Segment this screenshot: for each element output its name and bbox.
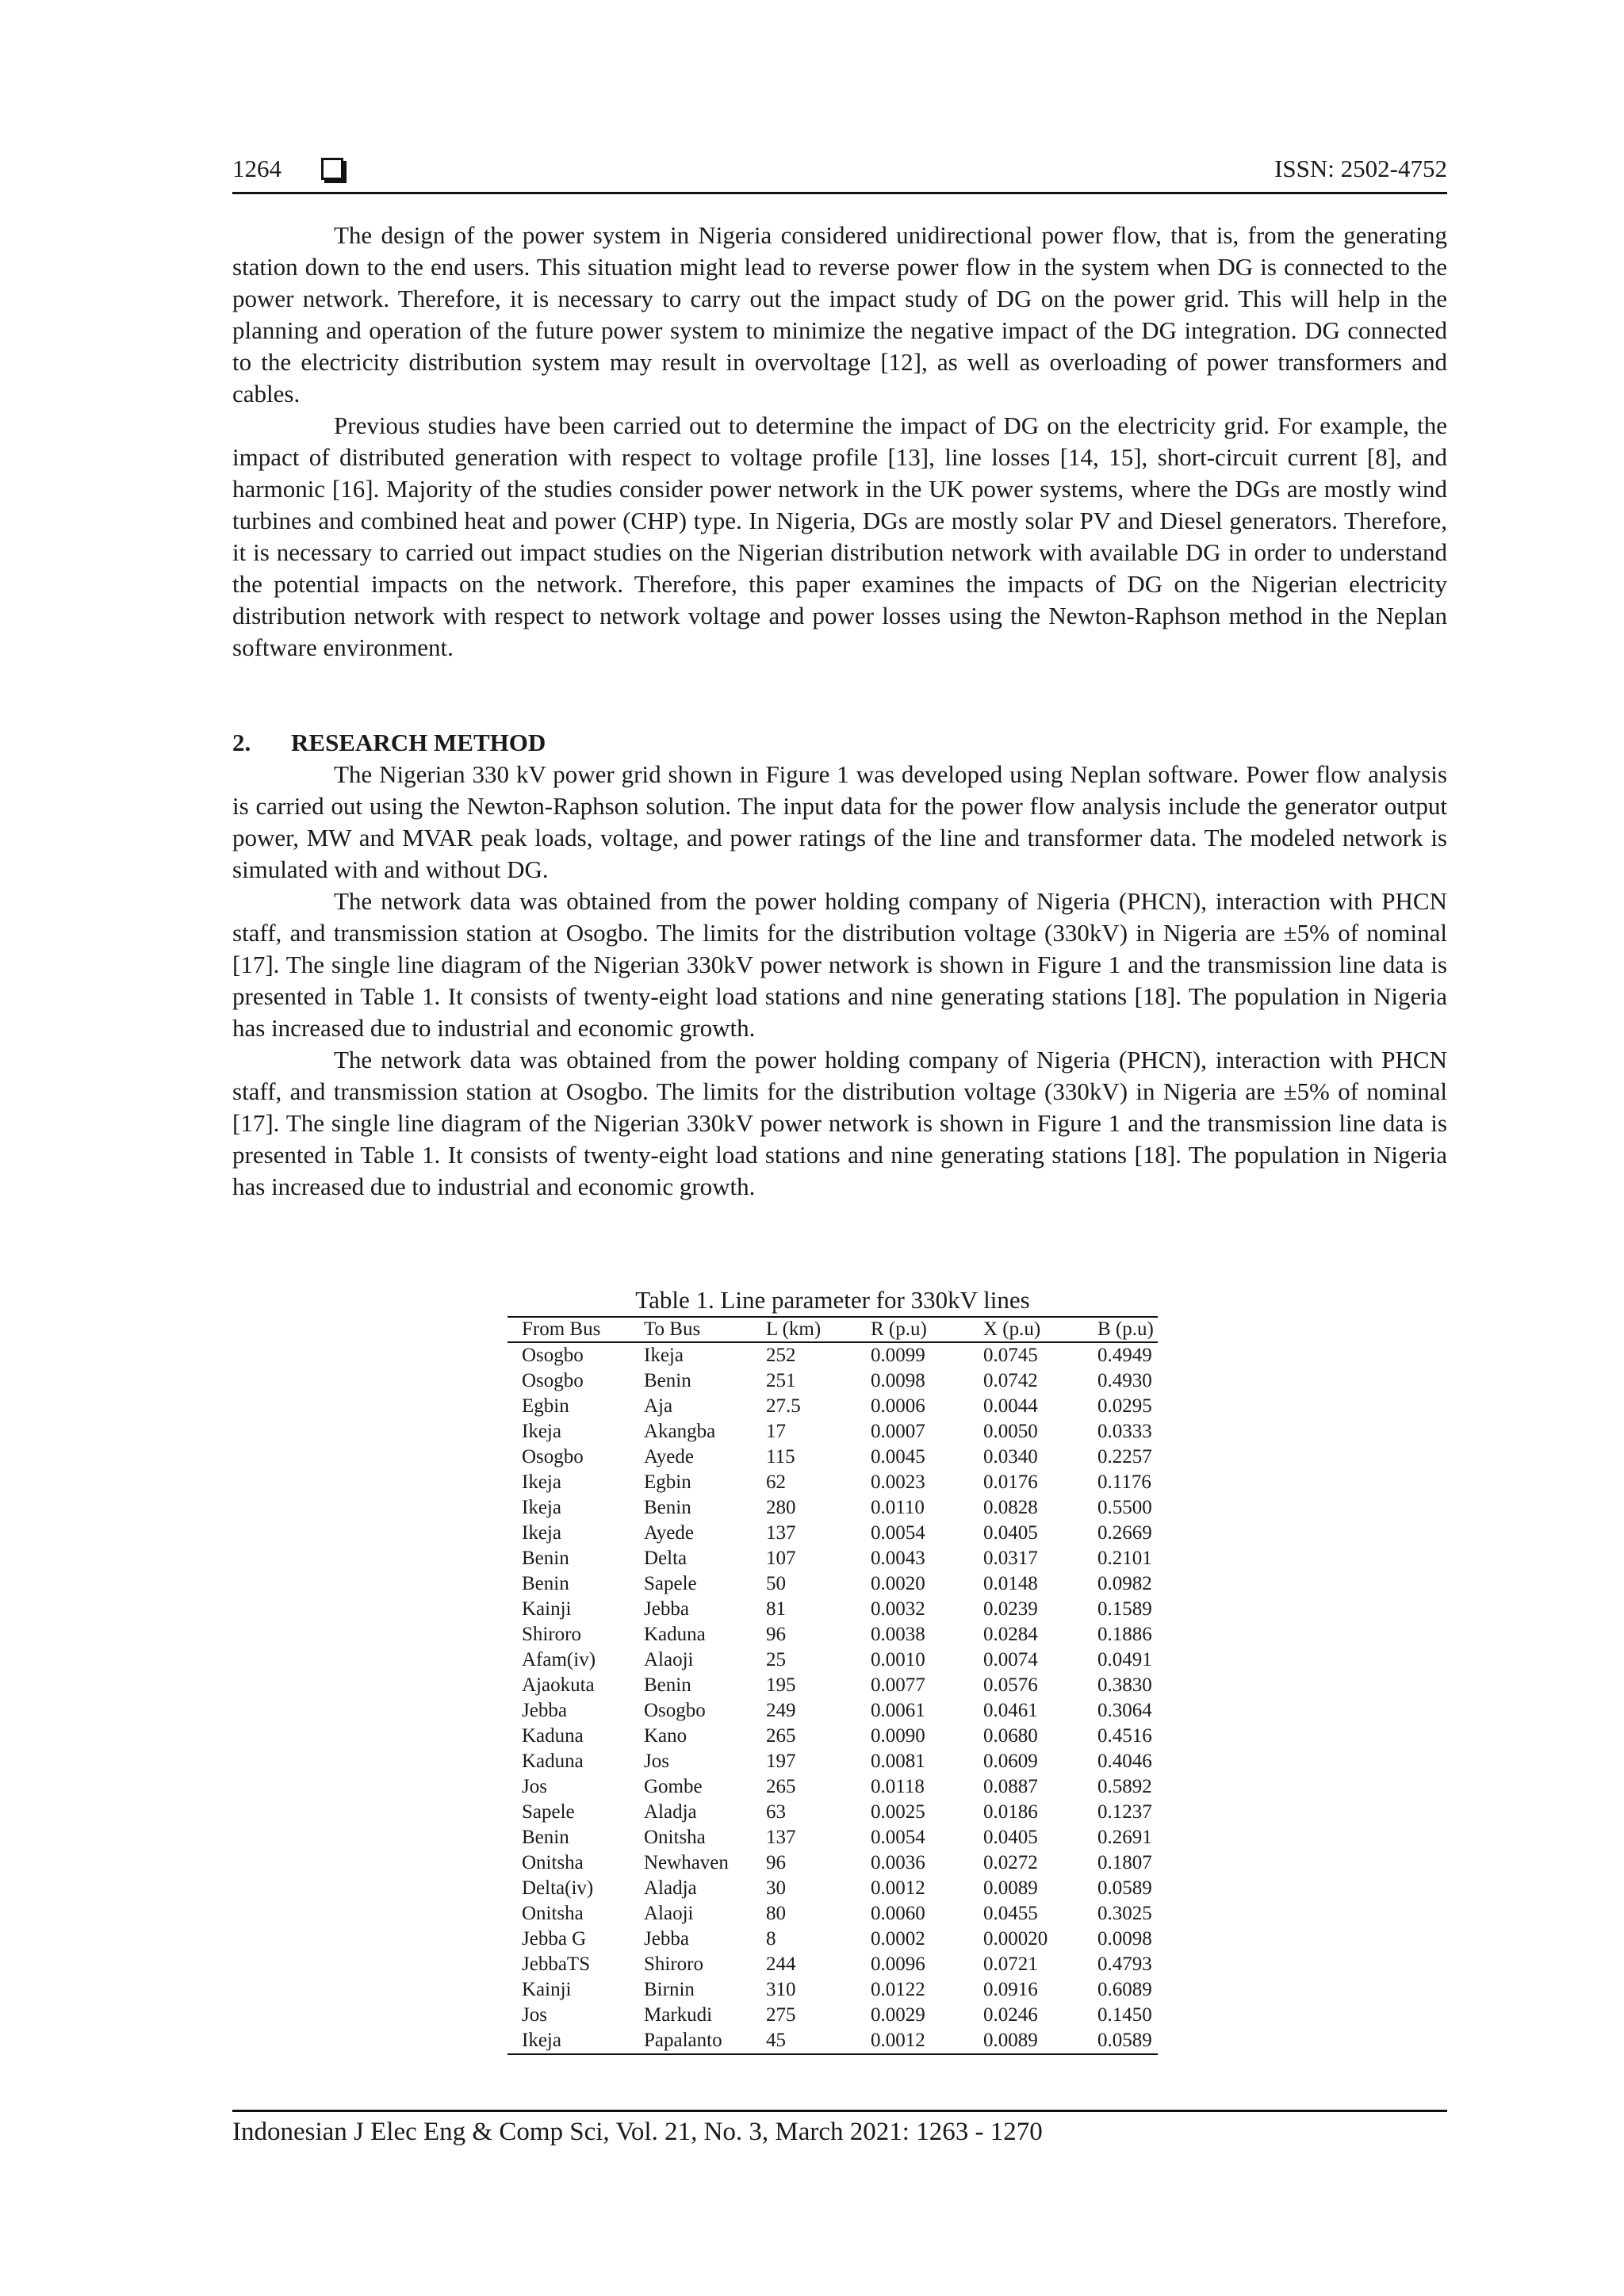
line-parameter-table xyxy=(508,1316,1158,2055)
cell-from-bus: Ikeja xyxy=(522,1522,561,1544)
col-header-susceptance: B (p.u) xyxy=(1083,1317,1158,1342)
cell-length: 280 xyxy=(766,1497,796,1518)
table-row xyxy=(508,1571,1158,1597)
cell-to-bus: Alaoji xyxy=(644,1903,694,1924)
cell-length: 80 xyxy=(766,1903,786,1924)
cell-resistance: 0.0002 xyxy=(871,1928,925,1950)
cell-length: 107 xyxy=(766,1548,796,1569)
cell-from-bus: Jos xyxy=(522,1776,547,1797)
cell-reactance: 0.0074 xyxy=(983,1649,1038,1670)
cell-reactance: 0.0745 xyxy=(983,1345,1038,1366)
cell-to-bus: Markudi xyxy=(644,2004,713,2026)
cell-to-bus: Kano xyxy=(644,1725,688,1747)
cell-length: 265 xyxy=(766,1725,796,1747)
cell-length: 197 xyxy=(766,1751,796,1772)
section-number: 2. xyxy=(232,729,251,756)
cell-from-bus: Kaduna xyxy=(522,1725,584,1747)
cell-reactance: 0.0828 xyxy=(983,1497,1038,1518)
cell-to-bus: Onitsha xyxy=(644,1827,706,1848)
cell-from-bus: Kainji xyxy=(522,1598,572,1620)
table-row xyxy=(508,2028,1158,2054)
cell-from-bus: Egbin xyxy=(522,1395,569,1417)
cell-from-bus: Afam(iv) xyxy=(522,1649,596,1670)
section-title: RESEARCH METHOD xyxy=(291,729,546,756)
cell-reactance: 0.0176 xyxy=(983,1471,1038,1493)
cell-resistance: 0.0045 xyxy=(871,1446,925,1468)
cell-resistance: 0.0054 xyxy=(871,1522,925,1544)
cell-to-bus: Papalanto xyxy=(630,2028,752,2054)
cell-to-bus: Newhaven xyxy=(644,1852,729,1873)
cell-length: 251 xyxy=(766,1370,796,1391)
cell-to-bus: Osogbo xyxy=(644,1700,706,1721)
table-row xyxy=(508,1368,1158,1394)
cell-resistance: 0.0006 xyxy=(871,1395,925,1417)
cell-resistance: 0.0081 xyxy=(871,1751,925,1772)
intro-paragraph-1: The design of the power system in Nigeria considered unidirectional power flow, that is, from the generating station down to the end users. This situation might lead to reverse power flow in the system when DG is connected to the power network. Therefore, it is necessary to carry out the impact study of DG on the power grid. This will help in the planning and operation of the future power system to minimize the negative impact of the DG integration. DG connected to the electricity distribution system may result in overvoltage [12], as well as overloading of power transformers and cables. xyxy=(232,221,1447,408)
cell-from-bus: Kainji xyxy=(522,1979,572,2000)
cell-to-bus: Ayede xyxy=(644,1522,694,1544)
table-row xyxy=(508,1749,1158,1774)
cell-length: 249 xyxy=(766,1700,796,1721)
cell-reactance: 0.0742 xyxy=(983,1370,1038,1391)
col-header-length: L (km) xyxy=(752,1317,856,1342)
page-footer: Indonesian J Elec Eng & Comp Sci, Vol. 21, No. 3, March 2021: 1263 - 1270 xyxy=(232,2118,1043,2146)
cell-resistance: 0.0007 xyxy=(871,1421,925,1442)
cell-resistance: 0.0098 xyxy=(871,1370,925,1391)
cell-to-bus: Ayede xyxy=(644,1446,694,1468)
cell-susceptance: 0.2257 xyxy=(1097,1446,1152,1468)
cell-resistance: 0.0025 xyxy=(871,1801,925,1823)
cell-reactance: 0.0089 xyxy=(969,2028,1083,2054)
cell-susceptance: 0.5500 xyxy=(1097,1497,1152,1518)
cell-from-bus: Osogbo xyxy=(522,1446,584,1468)
cell-susceptance: 0.4516 xyxy=(1097,1725,1152,1747)
cell-reactance: 0.0044 xyxy=(983,1395,1038,1417)
table-1 xyxy=(508,1286,1158,2055)
table-row xyxy=(508,1647,1158,1673)
table-row xyxy=(508,1850,1158,1876)
cell-length: 27.5 xyxy=(766,1395,801,1417)
table-row xyxy=(508,1495,1158,1521)
table-row xyxy=(508,1876,1158,1901)
cell-length: 96 xyxy=(766,1624,786,1645)
cell-reactance: 0.0089 xyxy=(983,1877,1038,1899)
table-row xyxy=(508,1597,1158,1622)
table-row xyxy=(508,2003,1158,2028)
cell-from-bus: Onitsha xyxy=(522,1903,584,1924)
cell-length: 115 xyxy=(766,1446,795,1468)
table-row xyxy=(508,1800,1158,1825)
cell-length: 25 xyxy=(766,1649,786,1670)
cell-to-bus: Jos xyxy=(644,1751,669,1772)
cell-from-bus: Kaduna xyxy=(522,1751,584,1772)
cell-to-bus: Benin xyxy=(644,1674,691,1696)
cell-susceptance: 0.3830 xyxy=(1097,1674,1152,1696)
cell-resistance: 0.0012 xyxy=(856,2028,969,2054)
table-row xyxy=(508,1724,1158,1749)
cell-resistance: 0.0010 xyxy=(871,1649,925,1670)
table-row xyxy=(508,1825,1158,1850)
cell-from-bus: Ikeja xyxy=(522,1471,561,1493)
cell-reactance: 0.0186 xyxy=(983,1801,1038,1823)
cell-length: 265 xyxy=(766,1776,796,1797)
cell-resistance: 0.0012 xyxy=(871,1877,925,1899)
cell-length: 252 xyxy=(766,1345,796,1366)
cell-to-bus: Ikeja xyxy=(644,1345,684,1366)
cell-susceptance: 0.4793 xyxy=(1097,1954,1152,1975)
cell-resistance: 0.0061 xyxy=(871,1700,925,1721)
cell-from-bus: Ajaokuta xyxy=(522,1674,595,1696)
cell-to-bus: Aladja xyxy=(644,1801,697,1823)
cell-length: 45 xyxy=(752,2028,856,2054)
cell-to-bus: Birnin xyxy=(644,1979,695,2000)
table-row xyxy=(508,1673,1158,1698)
cell-susceptance: 0.4046 xyxy=(1097,1751,1152,1772)
cell-length: 310 xyxy=(766,1979,796,2000)
cell-susceptance: 0.1807 xyxy=(1097,1852,1152,1873)
cell-length: 137 xyxy=(766,1827,796,1848)
cell-from-bus: Benin xyxy=(522,1827,569,1848)
cell-from-bus: Onitsha xyxy=(522,1852,584,1873)
cell-susceptance: 0.1237 xyxy=(1097,1801,1152,1823)
cell-length: 17 xyxy=(766,1421,786,1442)
cell-susceptance: 0.0333 xyxy=(1097,1421,1152,1442)
page-header xyxy=(232,155,1447,193)
cell-to-bus: Alaoji xyxy=(644,1649,694,1670)
cell-reactance: 0.0680 xyxy=(983,1725,1038,1747)
cell-from-bus: Osogbo xyxy=(522,1345,584,1366)
cell-reactance: 0.0317 xyxy=(983,1548,1038,1569)
cell-length: 244 xyxy=(766,1954,796,1975)
cell-susceptance: 0.5892 xyxy=(1097,1776,1152,1797)
method-paragraph-1: The Nigerian 330 kV power grid shown in Figure 1 was developed using Neplan software. Power flow analysis is carried out using the Newton-Raphson solution. The input data for the power flow analysis include the generator output power, MW and MVAR peak loads, voltage, and power ratings of the line and transformer data. The modeled network is simulated with and without DG. xyxy=(232,760,1447,883)
cell-to-bus: Kaduna xyxy=(644,1624,706,1645)
table-row xyxy=(508,1927,1158,1952)
col-header-resistance: R (p.u) xyxy=(856,1317,969,1342)
col-header-reactance: X (p.u) xyxy=(969,1317,1083,1342)
cell-from-bus: Sapele xyxy=(522,1801,575,1823)
cell-resistance: 0.0029 xyxy=(871,2004,925,2026)
footer-rule xyxy=(232,2110,1447,2112)
cell-susceptance: 0.0589 xyxy=(1083,2028,1158,2054)
cell-resistance: 0.0099 xyxy=(871,1345,925,1366)
table-row xyxy=(508,1622,1158,1647)
cell-susceptance: 0.0491 xyxy=(1097,1649,1152,1670)
cell-resistance: 0.0036 xyxy=(871,1852,925,1873)
cell-susceptance: 0.0982 xyxy=(1097,1573,1152,1594)
cell-resistance: 0.0032 xyxy=(871,1598,925,1620)
cell-from-bus: Osogbo xyxy=(522,1370,584,1391)
issn: ISSN: 2502-4752 xyxy=(1274,155,1447,182)
cell-to-bus: Delta xyxy=(644,1548,688,1569)
header-rule xyxy=(232,192,1447,194)
cell-reactance: 0.0461 xyxy=(983,1700,1038,1721)
cell-susceptance: 0.1450 xyxy=(1097,2004,1152,2026)
cell-to-bus: Aladja xyxy=(644,1877,697,1899)
table-body xyxy=(508,1342,1158,2054)
table-row xyxy=(508,1774,1158,1800)
cell-from-bus: Delta(iv) xyxy=(522,1877,594,1899)
cell-resistance: 0.0023 xyxy=(871,1471,925,1493)
cell-length: 195 xyxy=(766,1674,796,1696)
table-row xyxy=(508,1901,1158,1927)
cell-reactance: 0.0576 xyxy=(983,1674,1038,1696)
cell-susceptance: 0.4949 xyxy=(1097,1345,1152,1366)
cell-length: 62 xyxy=(766,1471,786,1493)
cell-resistance: 0.0118 xyxy=(871,1776,925,1797)
cell-to-bus: Egbin xyxy=(644,1471,691,1493)
cell-from-bus: Benin xyxy=(522,1573,569,1594)
table-row xyxy=(508,1419,1158,1445)
cell-reactance: 0.0887 xyxy=(983,1776,1038,1797)
cell-length: 30 xyxy=(766,1877,786,1899)
cell-resistance: 0.0038 xyxy=(871,1624,925,1645)
cell-to-bus: Jebba xyxy=(644,1928,689,1950)
table-row xyxy=(508,1394,1158,1419)
cell-to-bus: Benin xyxy=(644,1497,691,1518)
cell-resistance: 0.0020 xyxy=(871,1573,925,1594)
col-header-to-bus: To Bus xyxy=(630,1317,752,1342)
cell-length: 8 xyxy=(766,1928,776,1950)
table-row xyxy=(508,1470,1158,1495)
cell-length: 50 xyxy=(766,1573,786,1594)
cell-resistance: 0.0054 xyxy=(871,1827,925,1848)
cell-reactance: 0.0148 xyxy=(983,1573,1038,1594)
cell-resistance: 0.0060 xyxy=(871,1903,925,1924)
cell-from-bus: Jebba G xyxy=(522,1928,587,1950)
cell-from-bus: Jos xyxy=(522,2004,547,2026)
cell-susceptance: 0.3064 xyxy=(1097,1700,1152,1721)
col-header-from-bus: From Bus xyxy=(508,1317,630,1342)
cell-to-bus: Gombe xyxy=(644,1776,703,1797)
cell-from-bus: Jebba xyxy=(522,1700,567,1721)
method-paragraph-3: The network data was obtained from the power holding company of Nigeria (PHCN), interaction with PHCN staff, and transmission station at Osogbo. The limits for the distribution voltage (330kV) in Nigeria are ±5% of nominal [17]. The single line diagram of the Nigerian 330kV power network is shown in Figure 1 and the transmission line data is presented in Table 1. It consists of twenty-eight load stations and nine generating stations [18]. The population in Nigeria has increased due to industrial and economic growth. xyxy=(232,1046,1447,1200)
table-caption: Table 1. Line parameter for 330kV lines xyxy=(635,1286,1030,1314)
cell-susceptance: 0.1176 xyxy=(1097,1471,1151,1493)
table-header-row xyxy=(508,1317,1158,1342)
checkbox-glyph-icon xyxy=(321,158,343,180)
cell-to-bus: Akangba xyxy=(644,1421,716,1442)
cell-to-bus: Jebba xyxy=(644,1598,689,1620)
cell-reactance: 0.00020 xyxy=(983,1928,1048,1950)
cell-susceptance: 0.2669 xyxy=(1097,1522,1152,1544)
cell-from-bus: Ikeja xyxy=(508,2028,630,2054)
cell-reactance: 0.0239 xyxy=(983,1598,1038,1620)
cell-susceptance: 0.2691 xyxy=(1097,1827,1152,1848)
cell-reactance: 0.0609 xyxy=(983,1751,1038,1772)
table-row xyxy=(508,1698,1158,1724)
body-text xyxy=(232,220,1447,1203)
table-row xyxy=(508,1977,1158,2003)
cell-length: 81 xyxy=(766,1598,786,1620)
cell-length: 96 xyxy=(766,1852,786,1873)
cell-reactance: 0.0721 xyxy=(983,1954,1038,1975)
table-row xyxy=(508,1445,1158,1470)
cell-reactance: 0.0340 xyxy=(983,1446,1038,1468)
table-row xyxy=(508,1342,1158,1368)
cell-resistance: 0.0043 xyxy=(871,1548,925,1569)
cell-from-bus: Shiroro xyxy=(522,1624,581,1645)
cell-from-bus: Ikeja xyxy=(522,1421,561,1442)
cell-reactance: 0.0050 xyxy=(983,1421,1038,1442)
cell-from-bus: JebbaTS xyxy=(522,1954,591,1975)
cell-length: 137 xyxy=(766,1522,796,1544)
cell-reactance: 0.0455 xyxy=(983,1903,1038,1924)
cell-susceptance: 0.0589 xyxy=(1097,1877,1152,1899)
cell-length: 63 xyxy=(766,1801,786,1823)
cell-length: 275 xyxy=(766,2004,796,2026)
section-heading xyxy=(232,727,1447,759)
cell-resistance: 0.0077 xyxy=(871,1674,925,1696)
cell-reactance: 0.0916 xyxy=(983,1979,1038,2000)
cell-from-bus: Ikeja xyxy=(522,1497,561,1518)
cell-to-bus: Benin xyxy=(644,1370,691,1391)
cell-to-bus: Aja xyxy=(644,1395,673,1417)
table-row xyxy=(508,1952,1158,1977)
table-row xyxy=(508,1521,1158,1546)
cell-to-bus: Sapele xyxy=(644,1573,697,1594)
cell-reactance: 0.0246 xyxy=(983,2004,1038,2026)
table-row xyxy=(508,1546,1158,1571)
method-paragraph-2: The network data was obtained from the power holding company of Nigeria (PHCN), interaction with PHCN staff, and transmission station at Osogbo. The limits for the distribution voltage (330kV) in Nigeria are ±5% of nominal [17]. The single line diagram of the Nigerian 330kV power network is shown in Figure 1 and the transmission line data is presented in Table 1. It consists of twenty-eight load stations and nine generating stations [18]. The population in Nigeria has increased due to industrial and economic growth. xyxy=(232,887,1447,1042)
cell-reactance: 0.0405 xyxy=(983,1827,1038,1848)
intro-paragraph-2: Previous studies have been carried out to determine the impact of DG on the electricity grid. For example, the impact of distributed generation with respect to voltage profile [13], line losses [14, 15], short-circuit current [8], and harmonic [16]. Majority of the studies consider power network in the UK power systems, where the DGs are mostly wind turbines and combined heat and power (CHP) type. In Nigeria, DGs are mostly solar PV and Diesel generators. Therefore, it is necessary to carried out impact studies on the Nigerian distribution network with available DG in order to understand the potential impacts on the network. Therefore, this paper examines the impacts of DG on the Nigerian electricity distribution network with respect to network voltage and power losses using the Newton-Raphson method in the Neplan software environment. xyxy=(232,411,1447,661)
cell-reactance: 0.0405 xyxy=(983,1522,1038,1544)
cell-reactance: 0.0272 xyxy=(983,1852,1038,1873)
cell-resistance: 0.0096 xyxy=(871,1954,925,1975)
cell-resistance: 0.0090 xyxy=(871,1725,925,1747)
cell-resistance: 0.0122 xyxy=(871,1979,925,2000)
cell-susceptance: 0.1886 xyxy=(1097,1624,1152,1645)
cell-susceptance: 0.3025 xyxy=(1097,1903,1152,1924)
cell-reactance: 0.0284 xyxy=(983,1624,1038,1645)
cell-resistance: 0.0110 xyxy=(871,1497,925,1518)
cell-susceptance: 0.2101 xyxy=(1097,1548,1152,1569)
cell-susceptance: 0.0295 xyxy=(1097,1395,1152,1417)
cell-susceptance: 0.6089 xyxy=(1097,1979,1152,2000)
cell-susceptance: 0.4930 xyxy=(1097,1370,1152,1391)
cell-from-bus: Benin xyxy=(522,1548,569,1569)
page-number: 1264 xyxy=(232,155,282,182)
cell-susceptance: 0.1589 xyxy=(1097,1598,1152,1620)
cell-susceptance: 0.0098 xyxy=(1097,1928,1152,1950)
cell-to-bus: Shiroro xyxy=(644,1954,703,1975)
